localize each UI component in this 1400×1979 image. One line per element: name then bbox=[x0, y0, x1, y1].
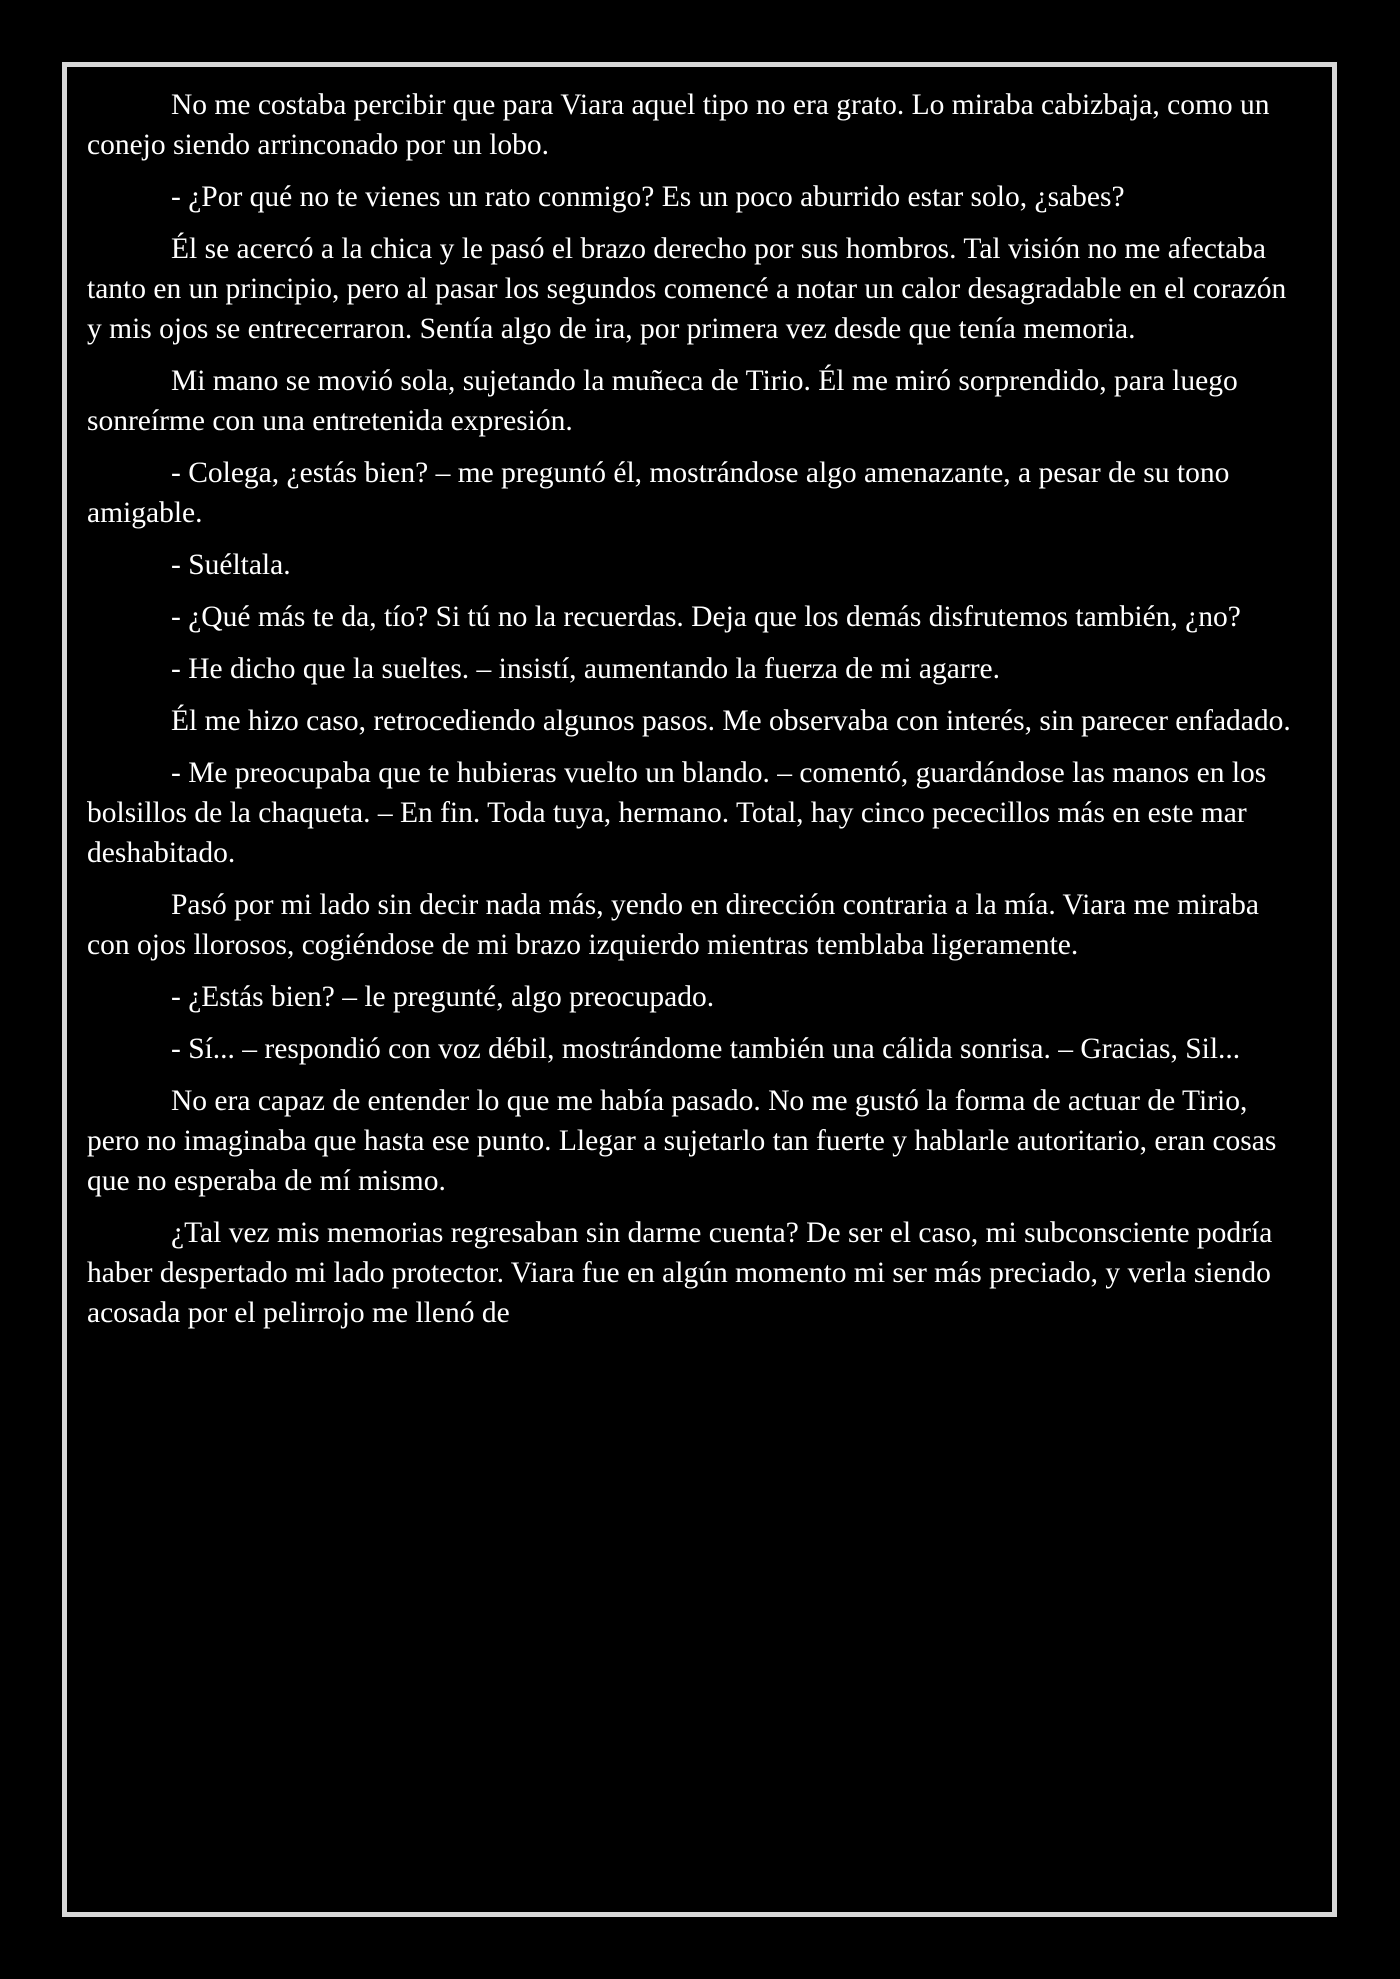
paragraph: ¿Tal vez mis memorias regresaban sin darme cuenta? De ser el caso, mi subconsciente podría haber despertado mi lado protector. Viara fue en algún momento mi ser más preciado, y verla siendo acosada por el pelirrojo me llenó de bbox=[87, 1217, 1273, 1329]
paragraph: - Colega, ¿estás bien? – me preguntó él, mostrándose algo amenazante, a pesar de su tono amigable. bbox=[87, 457, 1230, 529]
paragraph: - Suéltala. bbox=[171, 549, 291, 581]
paragraph: - ¿Estás bien? – le pregunté, algo preocupado. bbox=[171, 981, 715, 1013]
paragraph: Él me hizo caso, retrocediendo algunos pasos. Me observaba con interés, sin parecer enfadado. bbox=[171, 705, 1291, 737]
paragraph: - He dicho que la sueltes. – insistí, aumentando la fuerza de mi agarre. bbox=[171, 653, 1000, 685]
paragraph: - Sí... – respondió con voz débil, mostrándome también una cálida sonrisa. – Gracias, Sil... bbox=[171, 1033, 1241, 1065]
paragraph: - ¿Por qué no te vienes un rato conmigo? Es un poco aburrido estar solo, ¿sabes? bbox=[171, 181, 1125, 213]
paragraph: - ¿Qué más te da, tío? Si tú no la recuerdas. Deja que los demás disfrutemos también, ¿no? bbox=[171, 601, 1241, 633]
paragraph: No era capaz de entender lo que me había pasado. No me gustó la forma de actuar de Tirio, pero no imaginaba que hasta ese punto. Llegar a sujetarlo tan fuerte y hablarle autoritario, eran cosas que no esperaba de mí mismo. bbox=[87, 1085, 1277, 1197]
paragraph: - Me preocupaba que te hubieras vuelto un blando. – comentó, guardándose las manos en los bolsillos de la chaqueta. – En fin. Toda tuya, hermano. Total, hay cinco pececillos más en este mar deshabitado. bbox=[87, 757, 1267, 869]
page-frame bbox=[62, 62, 1337, 1917]
paragraph: Él se acercó a la chica y le pasó el brazo derecho por sus hombros. Tal visión no me afectaba tanto en un principio, pero al pasar los segundos comencé a notar un calor desagradable en el corazón y mis ojos se entrecerraron. Sentía algo de ira, por primera vez desde que tenía memoria. bbox=[87, 233, 1287, 345]
paragraph: Pasó por mi lado sin decir nada más, yendo en dirección contraria a la mía. Viara me miraba con ojos llorosos, cogiéndose de mi brazo izquierdo mientras temblaba ligeramente. bbox=[87, 889, 1259, 961]
paragraph: No me costaba percibir que para Viara aquel tipo no era grato. Lo miraba cabizbaja, como un conejo siendo arrinconado por un lobo. bbox=[87, 89, 1270, 161]
paragraph: Mi mano se movió sola, sujetando la muñeca de Tirio. Él me miró sorprendido, para luego sonreírme con una entretenida expresión. bbox=[87, 365, 1238, 437]
